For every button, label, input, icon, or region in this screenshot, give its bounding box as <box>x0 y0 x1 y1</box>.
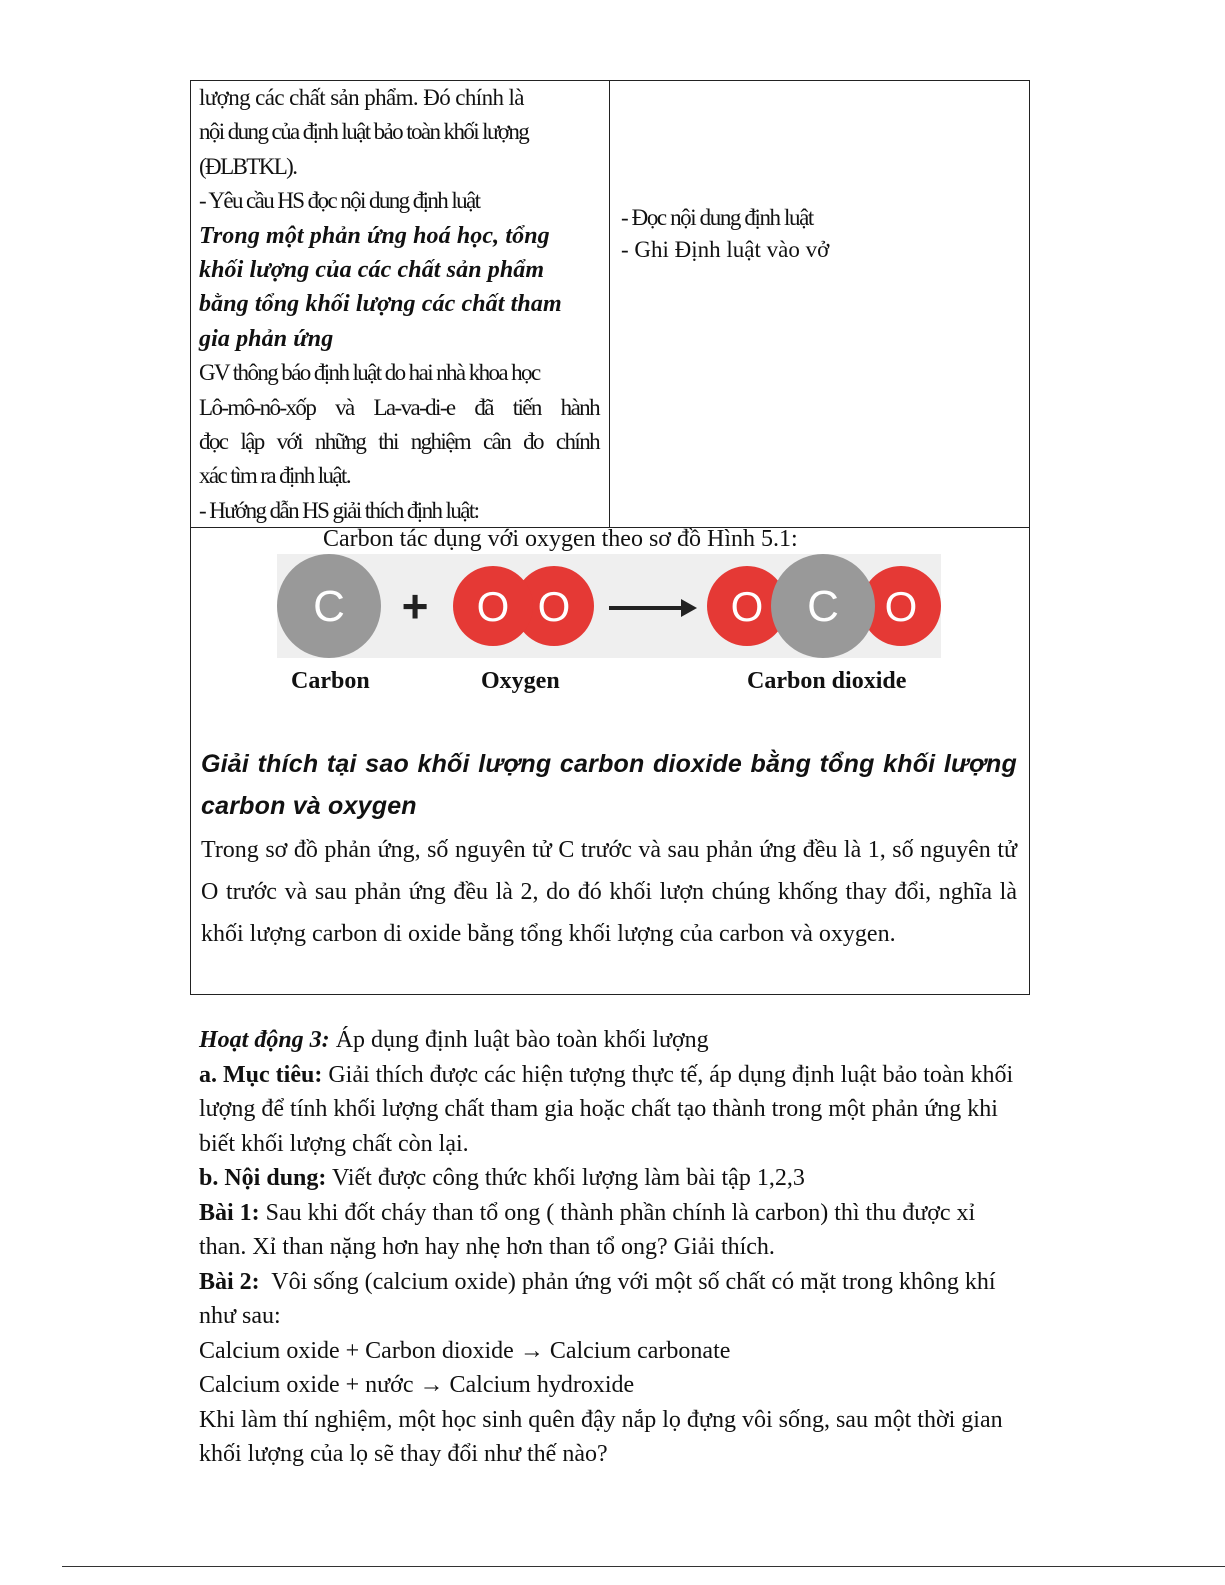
question-line: khối lượng của lọ sẽ thay đổi như thế nào? <box>199 1441 608 1467</box>
oxygen-label: Oxygen <box>481 668 560 694</box>
exercise-1-label: Bài 1: <box>199 1199 260 1226</box>
exercise-2 <box>199 1265 1089 1300</box>
text-line: - Hướng dẫn HS giải thích định luật: <box>199 497 479 523</box>
carbon-label: Carbon <box>291 668 370 694</box>
teacher-activity-cell <box>199 81 599 528</box>
text-line: đọc lập với những thi nghiệm cân đo chính <box>199 429 599 455</box>
column-divider <box>609 81 610 527</box>
page-bottom-rule <box>62 1566 1225 1567</box>
exercise-2-text: Vôi sống (calcium oxide) phản ứng với một số chất có mặt trong không khí <box>259 1268 996 1295</box>
activity-title-text: Áp dụng định luật bào toàn khối lượng <box>329 1027 709 1053</box>
text-line: - Đọc nội dung định luật <box>621 205 813 230</box>
law-statement-line: bằng tổng khối lượng các chất tham <box>199 291 562 318</box>
explanation-heading: Giải thích tại sao khối lượng carbon dioxide bằng tổng khối lượng carbon và oxygen <box>201 750 1017 820</box>
text-line: - Yêu cầu HS đọc nội dung định luật <box>199 188 480 214</box>
goal-paragraph <box>199 1058 1089 1093</box>
oxygen-symbol: O <box>537 583 571 630</box>
oxygen-symbol: O <box>730 583 764 630</box>
law-statement-line: Trong một phản ứng hoá học, tổng <box>199 222 550 249</box>
oxygen-symbol: O <box>476 583 510 630</box>
equation-2: Calcium oxide + nước → Calcium hydroxide <box>199 1372 635 1398</box>
explanation-body: Trong sơ đồ phản ứng, số nguyên tử C trước và sau phản ứng đều là 1, số nguyên tử O trước và sau phản ứng đều là 2, do đó khối lượn chúng khống thay đổi, nghĩa là khối lượng carbon di oxide bằng tổng khối lượng của carbon và oxygen. <box>201 837 1017 947</box>
exercise-2-line: như sau: <box>199 1303 281 1329</box>
text-line: xác tìm ra định luật. <box>199 463 350 489</box>
carbon-symbol: C <box>313 582 345 631</box>
activity-title <box>199 1023 1089 1058</box>
content-text: Viết được công thức khối lượng làm bài tập 1,2,3 <box>326 1165 805 1191</box>
exercise-1-text: Sau khi đốt cháy than tổ ong ( thành phần chính là carbon) thì thu được xỉ <box>259 1199 976 1226</box>
text-line: (ĐLBTKL). <box>199 153 297 179</box>
exercise-1-line: than. Xỉ than nặng hơn hay nhẹ hơn than tổ ong? Giải thích. <box>199 1234 775 1260</box>
text-line: lượng các chất sản phẩm. Đó chính là <box>199 85 524 110</box>
plus-sign: + <box>401 580 429 632</box>
goal-line: lượng để tính khối lượng chất tham gia hoặc chất tạo thành trong một phản ứng khi <box>199 1096 998 1122</box>
content-paragraph <box>199 1161 1089 1196</box>
law-statement-line: gia phản ứng <box>199 325 334 352</box>
activity-3-section <box>199 1023 1089 1472</box>
exercise-2-label: Bài 2: <box>199 1268 260 1295</box>
text-line: GV thông báo định luật do hai nhà khoa học <box>199 360 540 386</box>
text-line: nội dung của định luật bảo toàn khối lượng <box>199 119 529 145</box>
law-statement-line: khối lượng của các chất sản phẩm <box>199 257 545 284</box>
goal-line: biết khối lượng chất còn lại. <box>199 1130 469 1157</box>
student-activity-cell <box>621 202 1021 266</box>
activity-title-label: Hoạt động 3: <box>199 1027 330 1053</box>
carbon-dioxide-label: Carbon dioxide <box>747 668 907 694</box>
equation-1: Calcium oxide + Carbon dioxide → Calcium carbonate <box>199 1337 731 1364</box>
goal-text: Giải thích được các hiện tượng thực tế, áp dụng định luật bảo toàn khối <box>322 1061 1014 1088</box>
exercise-1 <box>199 1196 1089 1231</box>
reaction-arrow-icon <box>609 599 697 617</box>
content-label: b. Nội dung: <box>199 1165 327 1191</box>
reaction-diagram <box>277 554 941 658</box>
text-line: - Ghi Định luật vào vở <box>621 237 830 262</box>
text-line: Lô-mô-nô-xốp và La-va-di-e đã tiến hành <box>199 394 599 420</box>
lesson-table-top <box>190 80 1030 528</box>
figure-caption: Carbon tác dụng với oxygen theo sơ đồ Hình 5.1: <box>323 526 798 552</box>
oxygen-symbol: O <box>884 583 918 630</box>
carbon-symbol: C <box>807 582 839 631</box>
question-line: Khi làm thí nghiệm, một học sinh quên đậy nắp lọ đựng vôi sống, sau một thời gian <box>199 1406 1003 1433</box>
goal-label: a. Mục tiêu: <box>199 1061 323 1088</box>
lesson-table-bottom <box>190 527 1030 995</box>
